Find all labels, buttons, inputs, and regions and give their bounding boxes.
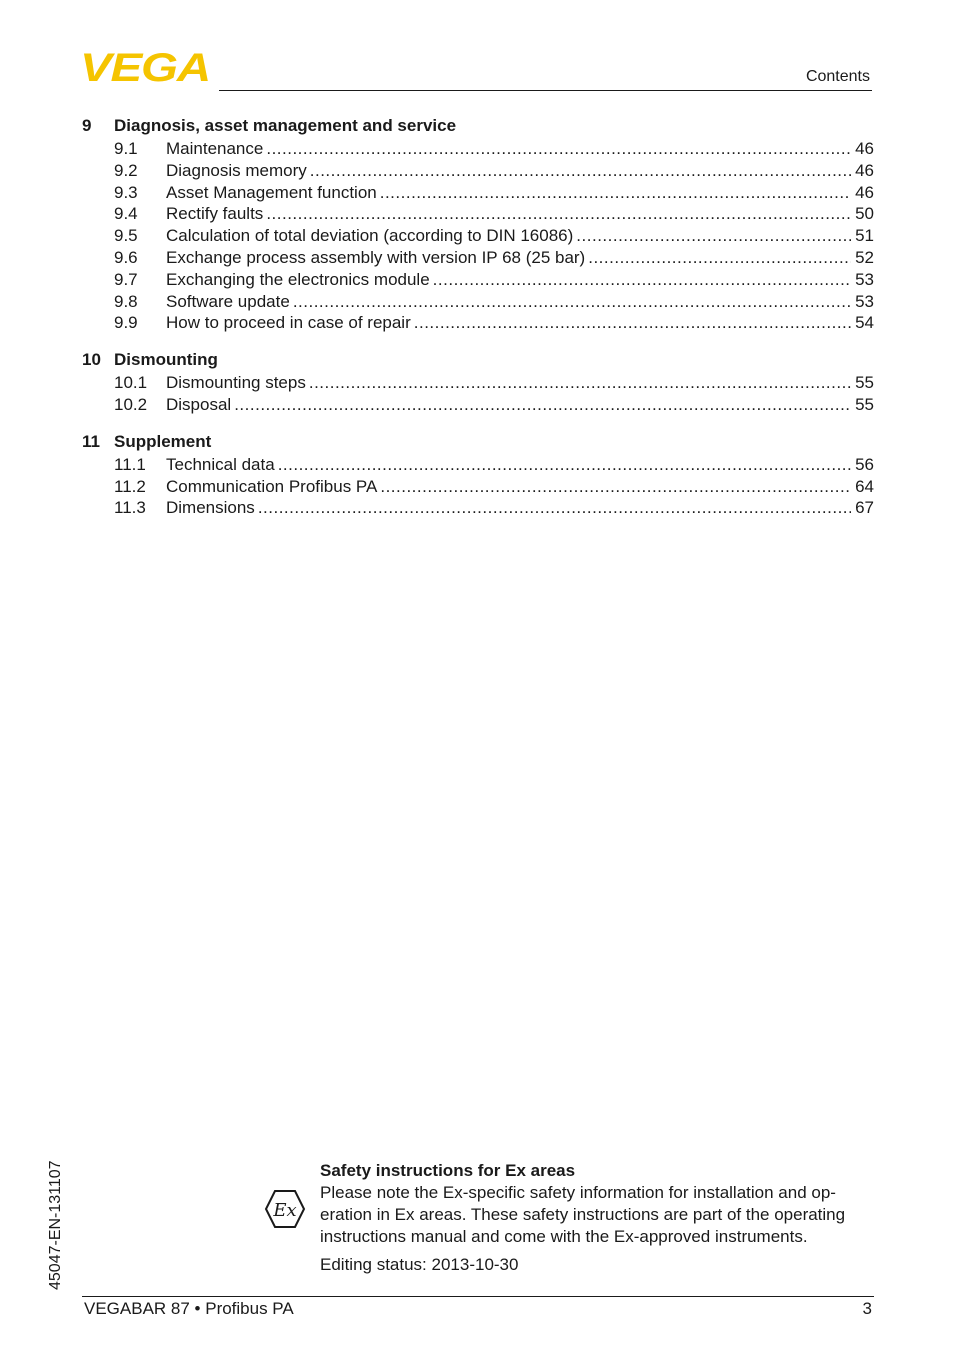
toc-entry[interactable] — [82, 160, 874, 182]
entry-page: 56 — [855, 454, 874, 474]
entry-number: 11.1 — [114, 454, 146, 474]
toc-entry[interactable] — [82, 454, 874, 476]
dot-leader — [576, 225, 851, 247]
entry-page: 55 — [855, 373, 874, 393]
toc-entry[interactable] — [82, 372, 874, 394]
entry-number: 9.6 — [114, 247, 138, 267]
footer-product: VEGABAR 87 • Profibus PA — [84, 1299, 294, 1318]
entry-page: 54 — [855, 313, 874, 333]
toc-entry[interactable] — [82, 476, 874, 498]
dot-leader — [380, 476, 851, 498]
toc-entry[interactable] — [82, 225, 874, 247]
dot-leader — [266, 203, 851, 225]
logo-text: VEGA — [80, 50, 210, 84]
editing-status: Editing status: 2013-10-30 — [320, 1255, 519, 1274]
entry-title: Diagnosis memory — [166, 160, 307, 180]
entry-number: 9.3 — [114, 182, 138, 202]
entry-page: 55 — [855, 394, 874, 414]
entry-number: 9.5 — [114, 226, 138, 246]
entry-title: Maintenance — [166, 139, 264, 158]
toc-entry[interactable] — [82, 138, 874, 160]
toc-section-11 — [82, 430, 874, 519]
toc-entry[interactable] — [82, 269, 874, 291]
entry-page: 46 — [855, 160, 874, 180]
entry-page: 53 — [855, 269, 874, 289]
ex-icon-text: Ex — [273, 1200, 297, 1221]
entry-number: 10.2 — [114, 394, 148, 414]
entry-number: 9.4 — [114, 204, 138, 224]
safety-body: Please note the Ex-specific safety information for installation and op-eration in Ex areas. These safety instructions are part of the operating instructions manual and come with the Ex-approved instruments. — [320, 1183, 846, 1246]
vega-logo — [80, 50, 212, 84]
document-code: 45047-EN-131107 — [47, 1160, 64, 1290]
entry-page: 67 — [855, 498, 874, 518]
section-title: Dismounting — [114, 350, 218, 370]
toc-section-10 — [82, 348, 874, 416]
entry-number: 9.1 — [114, 139, 138, 158]
entry-page: 46 — [855, 139, 874, 158]
entry-title: Software update — [166, 291, 290, 311]
entry-page: 50 — [855, 204, 874, 224]
footer-divider — [82, 1296, 874, 1297]
entry-number: 9.7 — [114, 269, 138, 289]
ex-hexagon-icon — [264, 1189, 306, 1229]
entry-page: 52 — [855, 247, 874, 267]
section-number: 9 — [82, 116, 92, 135]
dot-leader — [266, 138, 851, 160]
toc-entry[interactable] — [82, 182, 874, 204]
entry-page: 51 — [855, 226, 874, 246]
entry-number: 9.8 — [114, 291, 138, 311]
dot-leader — [293, 291, 851, 313]
entry-title: Communication Profibus PA — [166, 476, 378, 496]
dot-leader — [414, 312, 851, 334]
dot-leader — [278, 454, 851, 476]
entry-title: Dismounting steps — [166, 373, 306, 393]
dot-leader — [433, 269, 851, 291]
entry-page: 53 — [855, 291, 874, 311]
section-title: Supplement — [114, 431, 212, 451]
toc-section-heading[interactable] — [82, 348, 874, 372]
header-divider — [219, 90, 872, 91]
entry-title: Disposal — [166, 394, 232, 414]
toc-section-heading[interactable] — [82, 114, 874, 138]
section-number: 10 — [82, 350, 101, 370]
toc-entry[interactable] — [82, 203, 874, 225]
toc-entry[interactable] — [82, 312, 874, 334]
entry-title: Exchanging the electronics module — [166, 269, 430, 289]
entry-page: 64 — [855, 476, 874, 496]
entry-title: Dimensions — [166, 498, 255, 518]
dot-leader — [309, 372, 851, 394]
page-number: 3 — [862, 1299, 872, 1318]
dot-leader — [588, 247, 851, 269]
section-title: Diagnosis, asset management and service — [114, 116, 457, 135]
safety-title: Safety instructions for Ex areas — [320, 1161, 576, 1180]
entry-title: How to proceed in case of repair — [166, 313, 411, 333]
entry-number: 11.2 — [114, 476, 146, 496]
entry-page: 46 — [855, 182, 874, 202]
entry-number: 9.9 — [114, 313, 138, 333]
entry-title: Calculation of total deviation (according to DIN 16086) — [166, 226, 574, 246]
toc-section-9 — [82, 114, 874, 334]
toc-section-heading[interactable] — [82, 430, 874, 454]
dot-leader — [380, 182, 851, 204]
entry-title: Asset Management function — [166, 182, 377, 202]
entry-title: Rectify faults — [166, 204, 264, 224]
dot-leader — [258, 497, 851, 519]
section-number: 11 — [82, 431, 100, 451]
toc-entry[interactable] — [82, 394, 874, 416]
entry-number: 11.3 — [114, 498, 146, 518]
entry-number: 9.2 — [114, 160, 138, 180]
safety-instructions — [320, 1160, 876, 1276]
entry-title: Exchange process assembly with version IP 68 (25 bar) — [166, 247, 586, 267]
dot-leader — [234, 394, 851, 416]
entry-number: 10.1 — [114, 373, 148, 393]
header-section-label: Contents — [805, 68, 870, 85]
entry-title: Technical data — [166, 454, 275, 474]
table-of-contents — [82, 114, 874, 533]
toc-entry[interactable] — [82, 247, 874, 269]
dot-leader — [310, 160, 851, 182]
toc-entry[interactable] — [82, 497, 874, 519]
toc-entry[interactable] — [82, 291, 874, 313]
